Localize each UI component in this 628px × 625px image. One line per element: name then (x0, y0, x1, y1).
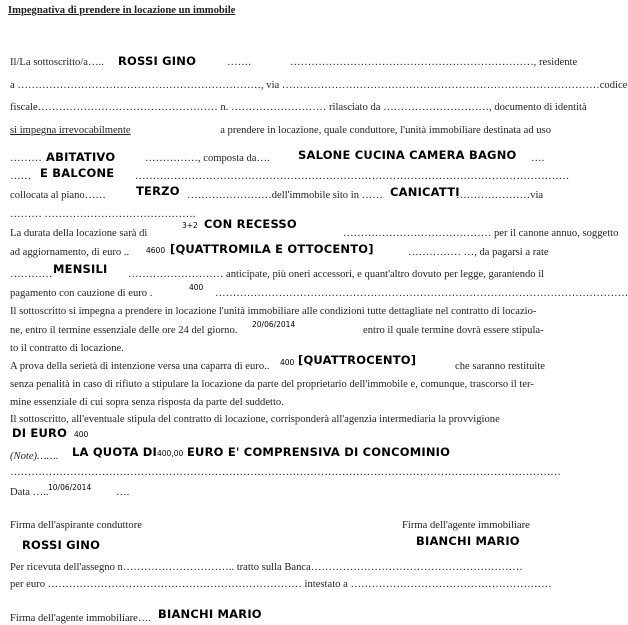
lease-duration: CON RECESSO (204, 217, 297, 231)
location-label: ……………………dell'immobile sito in …… (187, 190, 383, 201)
dots: …. (116, 487, 130, 498)
notes-amount: 400,00 (157, 449, 184, 458)
deposit-label: pagamento con cauzione di euro . (10, 288, 153, 299)
duration-years: 3+2 (182, 221, 198, 230)
agent-signature-label: Firma dell'agente immobiliare (402, 520, 530, 531)
property-floor: TERZO (136, 184, 180, 198)
amount-payee-line: per euro ……………………………………………………………… intestato a ………………………………………………… (10, 579, 552, 590)
deadline-date: 20/06/2014 (252, 320, 296, 329)
notes-text-a: LA QUOTA DI (72, 445, 158, 459)
notes-text-b: EURO E' COMPRENSIVA DI CONCOMINIO (187, 445, 451, 459)
dots: ………… (10, 269, 53, 280)
document-date: 10/06/2014 (48, 483, 92, 492)
document-title: Impegnativa di prendere in locazione un immobile (8, 5, 236, 16)
tenant-signature-label: Firma dell'aspirante conduttore (10, 520, 142, 531)
street-label: …………………via (456, 190, 544, 201)
duration-label: La durata della locazione sarà di (10, 228, 148, 239)
dots: …… (10, 171, 32, 182)
commission-amount: 400 (74, 430, 89, 439)
dots: …. (531, 153, 545, 164)
rent-amount-words: [QUATTROMILA E OTTOCENTO] (170, 242, 374, 256)
deposit-amount: 400 (189, 283, 204, 292)
composition-label: ……………, composta da…. (145, 153, 270, 164)
date-label: Data ….. (10, 487, 49, 498)
notes-label: (Note)……. (10, 451, 59, 462)
fiscal-code-line: fiscale…………………………………………… n. ……………………… rilasciato da …………………………, documento di identità (10, 102, 587, 113)
installment-frequency: MENSILI (53, 262, 108, 276)
property-composition: SALONE CUCINA CAMERA BAGNO (298, 148, 517, 162)
tenant-signature: ROSSI GINO (22, 538, 101, 552)
address-line: a ……………………………………………………………, via ………………………………………………………………………………codice (10, 80, 628, 91)
check-receipt-line: Per ricevuta dell'assegno n………………………….. tratto sulla Banca…………………………………………………… (10, 562, 523, 573)
advance-label: A prova della serietà di intenzione versa una caparra di euro.. (10, 361, 270, 372)
property-use: ABITATIVO (46, 150, 116, 164)
contract-text: to il contratto di locazione. (10, 343, 124, 354)
conditions-text: Il sottoscritto si impegna a prendere in locazione l'unità immobiliare alle condizioni tutte dettagliate nel contratto di locazio- (10, 306, 537, 317)
dots: …………………………………………………………………………………………………………… (135, 171, 570, 182)
agent-signature-label-bottom: Firma dell'agente immobiliare…. (10, 613, 152, 624)
property-composition-2: E BALCONE (40, 166, 115, 180)
penalty-text: senza penalità in caso di rifiuto a stipulare la locazione da parte del proprietario dell'immobile e, comunque, trascorso il ter- (10, 379, 534, 390)
commission-text: Il sottoscritto, all'eventuale stipula del contratto di locazione, corrisponderà all'agenzia intermediaria la provvigione (10, 414, 500, 425)
floor-label: collocata al piano…… (10, 190, 106, 201)
deadline-text: entro il quale termine dovrà essere stipula- (363, 325, 544, 336)
installment-text: ……………………… anticipate, più oneri accessori, e quant'altro dovuto per legge, garantendo il (128, 269, 545, 280)
dots: ……… (10, 153, 42, 164)
rent-label: ad aggiornamento, di euro .. (10, 247, 130, 258)
deadline-response-text: mine essenziale di cui sopra senza risposta da parte del suddetto. (10, 397, 284, 408)
dots: ………………………………………………………………………………………………………………………………………… (10, 467, 561, 478)
annual-rent-label: …………………………………… per il canone annuo, soggetto (343, 228, 619, 239)
dots: ……. (227, 57, 251, 68)
commitment-emphasis: si impegna irrevocabilmente (10, 125, 131, 136)
agent-signature-bottom: BIANCHI MARIO (158, 607, 262, 621)
advance-amount-words: [QUATTROCENTO] (298, 353, 417, 367)
advance-amount: 400 (280, 358, 295, 367)
declarant-name: ROSSI GINO (118, 54, 197, 68)
declarant-label: Il/La sottoscritto/a….. (10, 57, 104, 68)
commission-label: DI EURO (12, 426, 68, 440)
agent-signature: BIANCHI MARIO (416, 534, 520, 548)
property-city: CANICATTI (390, 185, 460, 199)
dots: ……………………………………………………………………………………………………… (215, 288, 628, 299)
residence-label: ……………………………………………………………, residente (290, 57, 578, 68)
refund-label: che saranno restituite (455, 361, 546, 372)
dots: ……… ……………………………………. (10, 209, 196, 220)
deadline-label: ne, entro il termine essenziale delle ore 24 del giorno. (10, 325, 238, 336)
commitment-line (10, 124, 551, 137)
commitment-text: a prendere in locazione, quale conduttore, l'unità immobiliare destinata ad uso (220, 125, 551, 136)
installment-label: …………… …, da pagarsi a rate (408, 247, 549, 258)
rent-amount: 4600 (146, 246, 166, 255)
